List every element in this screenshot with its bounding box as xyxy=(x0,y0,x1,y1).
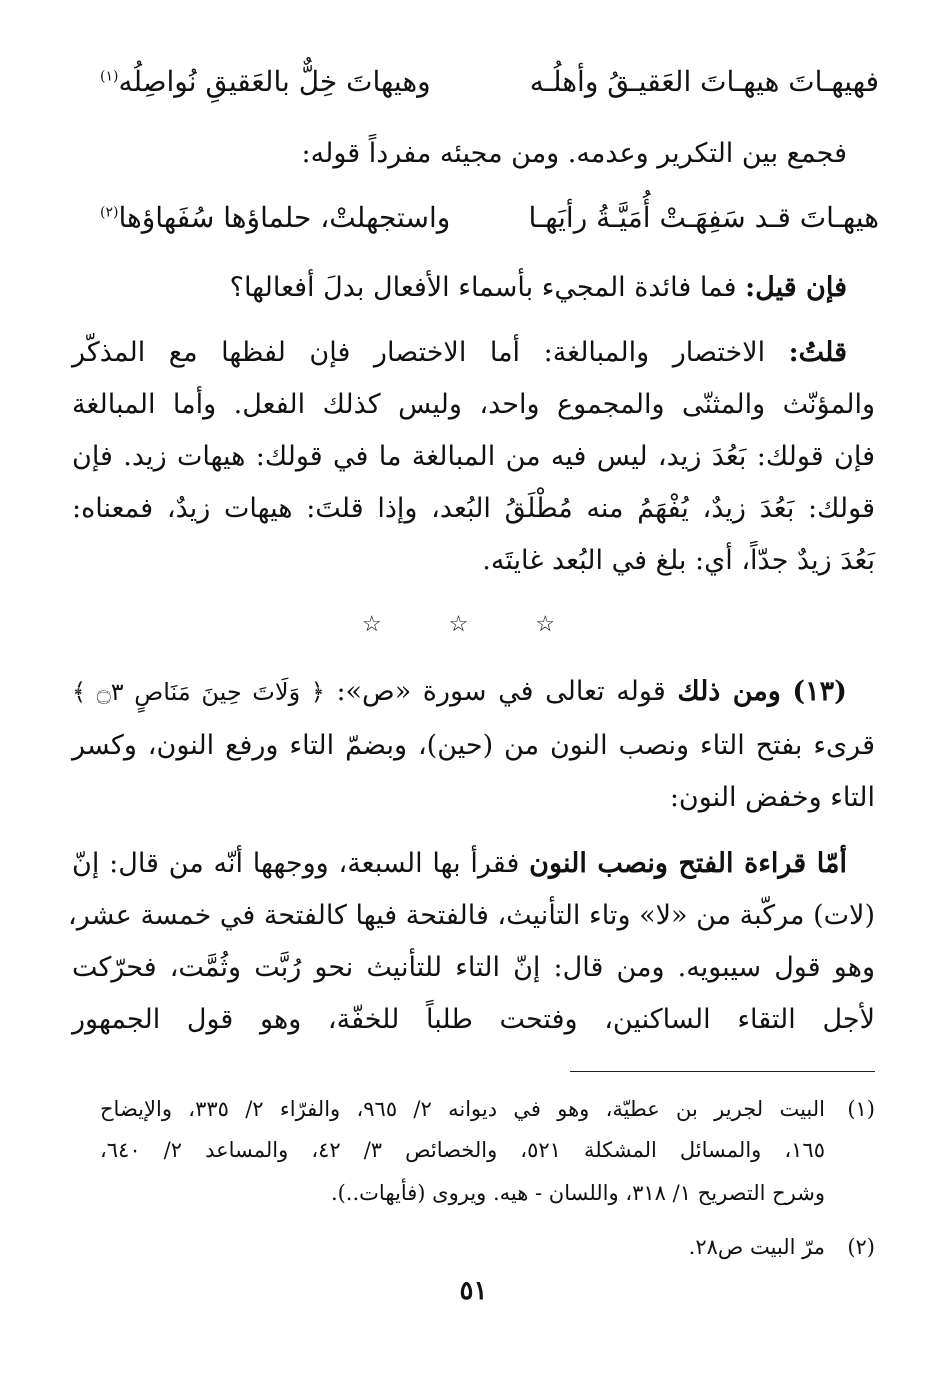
answer-line-1 xyxy=(72,333,847,373)
answer-line-3: فإن قولك: بَعُدَ زيد، ليس فيه من المبالغة ما في قولك: هيهات زيد. فإن xyxy=(72,441,875,472)
page-number: ٥١ xyxy=(459,1276,488,1306)
footnote-2-line-1 xyxy=(100,1230,875,1264)
section-13-line-1 xyxy=(72,672,847,712)
answer-line-5: بَعُدَ زيدٌ جدّاً، أي: بلغ في البُعد غايتَه. xyxy=(482,545,875,576)
section-13-line-3: التاء وخفض النون: xyxy=(669,782,875,813)
verse-1-second-text: وهيهاتَ خِلٌّ بالعَقيقِ نُواصِلُه xyxy=(118,65,431,98)
section-separator-stars: ☆ ☆ ☆ xyxy=(361,612,586,637)
section-13-text: قوله تعالى في سورة «ص»: xyxy=(336,676,666,707)
reading-line-1 xyxy=(72,844,847,884)
answer-lead: قلتُ: xyxy=(788,337,847,368)
footnote-1-line-1 xyxy=(100,1092,875,1126)
poetry-verse-1 xyxy=(100,62,879,102)
footnote-2-text-1: مرّ البيت ص٢٨. xyxy=(688,1235,825,1259)
answer-line-2: والمؤنّث والمثنّى والمجموع واحد، وليس كذلك الفعل. وأما المبالغة xyxy=(72,389,875,420)
verse-2-first-hemistich: هيهـاتَ قـد سَفِهَـتْ أُمَيَّـةُ رأيَهـا xyxy=(528,201,879,234)
verse-1-first-hemistich: فهيهـاتَ هيهـاتَ العَقيـقُ وأهلُـه xyxy=(529,65,879,98)
verse-1-second-hemistich xyxy=(100,62,431,102)
footnote-1-text-1: البيت لجرير بن عطيّة، وهو في ديوانه ٢/ ٩٦٥، والفرّاء ٢/ ٣٣٥، والإيضاح xyxy=(100,1097,825,1121)
footnote-1-line-2 xyxy=(100,1133,875,1167)
poetry-verse-2 xyxy=(100,198,879,238)
footnote-1-text-3: وشرح التصريح ١/ ٣١٨، واللسان - هيه. ويروى (فأيهات..). xyxy=(330,1181,825,1205)
quran-quote: ﴿ وَلَاتَ حِينَ مَنَاصٍ ۝٣ ﴾ xyxy=(72,678,325,706)
section-13-line-2: قرىء بفتح التاء ونصب النون من (حين)، وبضمّ التاء ورفع النون، وكسر xyxy=(72,730,875,761)
reading-line-2: (لات) مركّبة من «لا» وتاء التأنيث، فالفتحة فيها كالفتحة في خمسة عشر، xyxy=(68,900,875,931)
section-13-number: (١٣) xyxy=(792,676,847,707)
reading-line-1-text: فقرأ بها السبعة، ووجهها أنّه من قال: إنّ xyxy=(72,848,520,879)
paragraph-line: فجمع بين التكرير وعدمه. ومن مجيئه مفرداً قوله: xyxy=(301,138,847,169)
footnote-ref-2: (٢) xyxy=(100,204,119,221)
verse-2-second-hemistich xyxy=(100,198,450,238)
question-line xyxy=(72,268,847,308)
footnote-ref-1: (١) xyxy=(100,68,119,85)
question-lead: فإن قيل: xyxy=(745,272,847,303)
reading-lead: أمّا قراءة الفتح ونصب النون xyxy=(529,848,847,879)
reading-line-4: لأجل التقاء الساكنين، وفتحت طلباً للخفّة، وهو قول الجمهور xyxy=(72,1004,875,1035)
footnote-divider xyxy=(570,1071,875,1072)
footnote-1-line-3 xyxy=(100,1176,875,1210)
answer-line-4: قولك: بَعُدَ زيدٌ، يُفْهَمُ منه مُطْلَقُ البُعد، وإذا قلتَ: هيهات زيدٌ، فمعناه: xyxy=(72,493,875,524)
footnote-1-number: (١) xyxy=(847,1097,875,1121)
section-13-lead: ومن ذلك xyxy=(677,676,781,707)
footnote-2-number: (٢) xyxy=(847,1235,875,1259)
verse-2-second-text: واستجهلتْ، حلماؤها سُفَهاؤها xyxy=(118,201,451,234)
reading-line-3: وهو قول سيبويه. ومن قال: إنّ التاء للتأنيث نحو رُبَّت وثُمَّت، فحرّكت xyxy=(72,952,875,983)
question-text: فما فائدة المجيء بأسماء الأفعال بدلَ أفعالها؟ xyxy=(229,272,737,303)
footnote-1-text-2: ١٦٥، والمسائل المشكلة ٥٢١، والخصائص ٣/ ٤٢، والمساعد ٢/ ٦٤٠، xyxy=(100,1138,825,1162)
answer-line-1-text: الاختصار والمبالغة: أما الاختصار فإن لفظها مع المذكّر xyxy=(72,337,766,368)
